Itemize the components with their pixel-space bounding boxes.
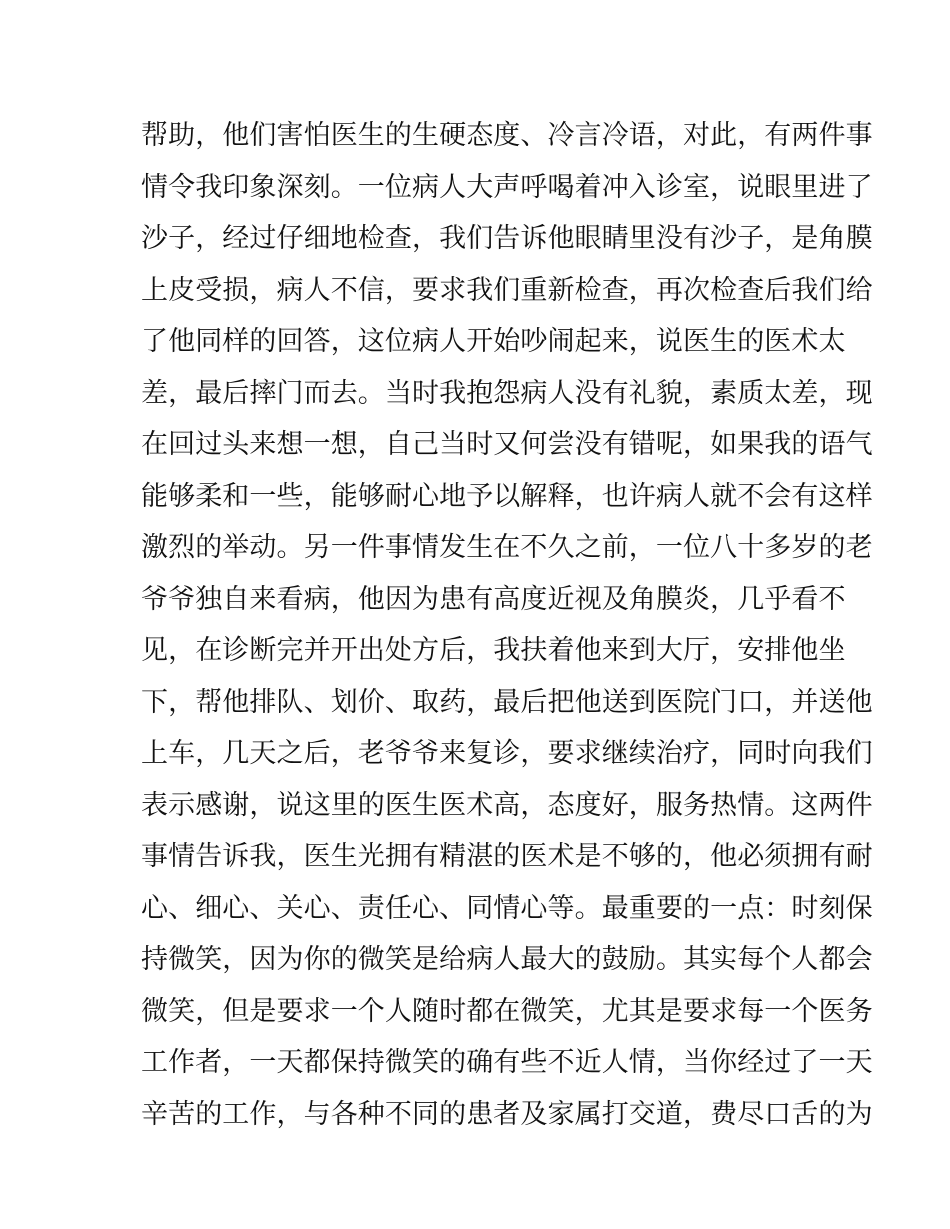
- text-line: 帮助，他们害怕医生的生硬态度、冷言冷语，对此，有两件事: [141, 120, 873, 151]
- text-line: 上皮受损，病人不信，要求我们重新检查，再次检查后我们给: [141, 274, 873, 306]
- text-line: 在回过头来想一想，自己当时又何尝没有错呢，如果我的语气: [141, 429, 873, 460]
- text-line: 了他同样的回答，这位病人开始吵闹起来，说医生的医术太: [141, 326, 846, 357]
- text-line: 表示感谢，说这里的医生医术高，态度好，服务热情。这两件: [141, 789, 873, 821]
- text-line: 工作者，一天都保持微笑的确有些不近人情，当你经过了一天: [141, 1047, 873, 1078]
- text-line: 下，帮他排队、划价、取药，最后把他送到医院门口，并送他: [141, 686, 873, 718]
- text-line: 情令我印象深刻。一位病人大声呼喝着冲入诊室，说眼里进了: [141, 171, 873, 203]
- text-line: 差，最后摔门而去。当时我抱怨病人没有礼貌，素质太差，现: [141, 377, 873, 409]
- body-paragraph: [141, 110, 873, 1140]
- text-line: 微笑，但是要求一个人随时都在微笑，尤其是要求每一个医务: [141, 995, 873, 1027]
- text-line: 上车，几天之后，老爷爷来复诊，要求继续治疗，同时向我们: [141, 738, 873, 769]
- text-line: 见，在诊断完并开出处方后，我扶着他来到大厅，安排他坐: [141, 635, 846, 666]
- text-line: 持微笑，因为你的微笑是给病人最大的鼓励。其实每个人都会: [141, 944, 873, 975]
- text-line: 心、细心、关心、责任心、同情心等。最重要的一点：时刻保: [141, 892, 873, 924]
- text-line: 事情告诉我，医生光拥有精湛的医术是不够的，他必须拥有耐: [141, 841, 873, 872]
- text-line: 能够柔和一些，能够耐心地予以解释，也许病人就不会有这样: [141, 480, 873, 512]
- text-line: 激烈的举动。另一件事情发生在不久之前，一位八十多岁的老: [141, 532, 873, 563]
- text-line: 沙子，经过仔细地检查，我们告诉他眼睛里没有沙子，是角膜: [141, 223, 873, 254]
- text-line: 爷爷独自来看病，他因为患有高度近视及角膜炎，几乎看不: [141, 583, 846, 615]
- text-line: 辛苦的工作，与各种不同的患者及家属打交道，费尽口舌的为: [141, 1098, 873, 1130]
